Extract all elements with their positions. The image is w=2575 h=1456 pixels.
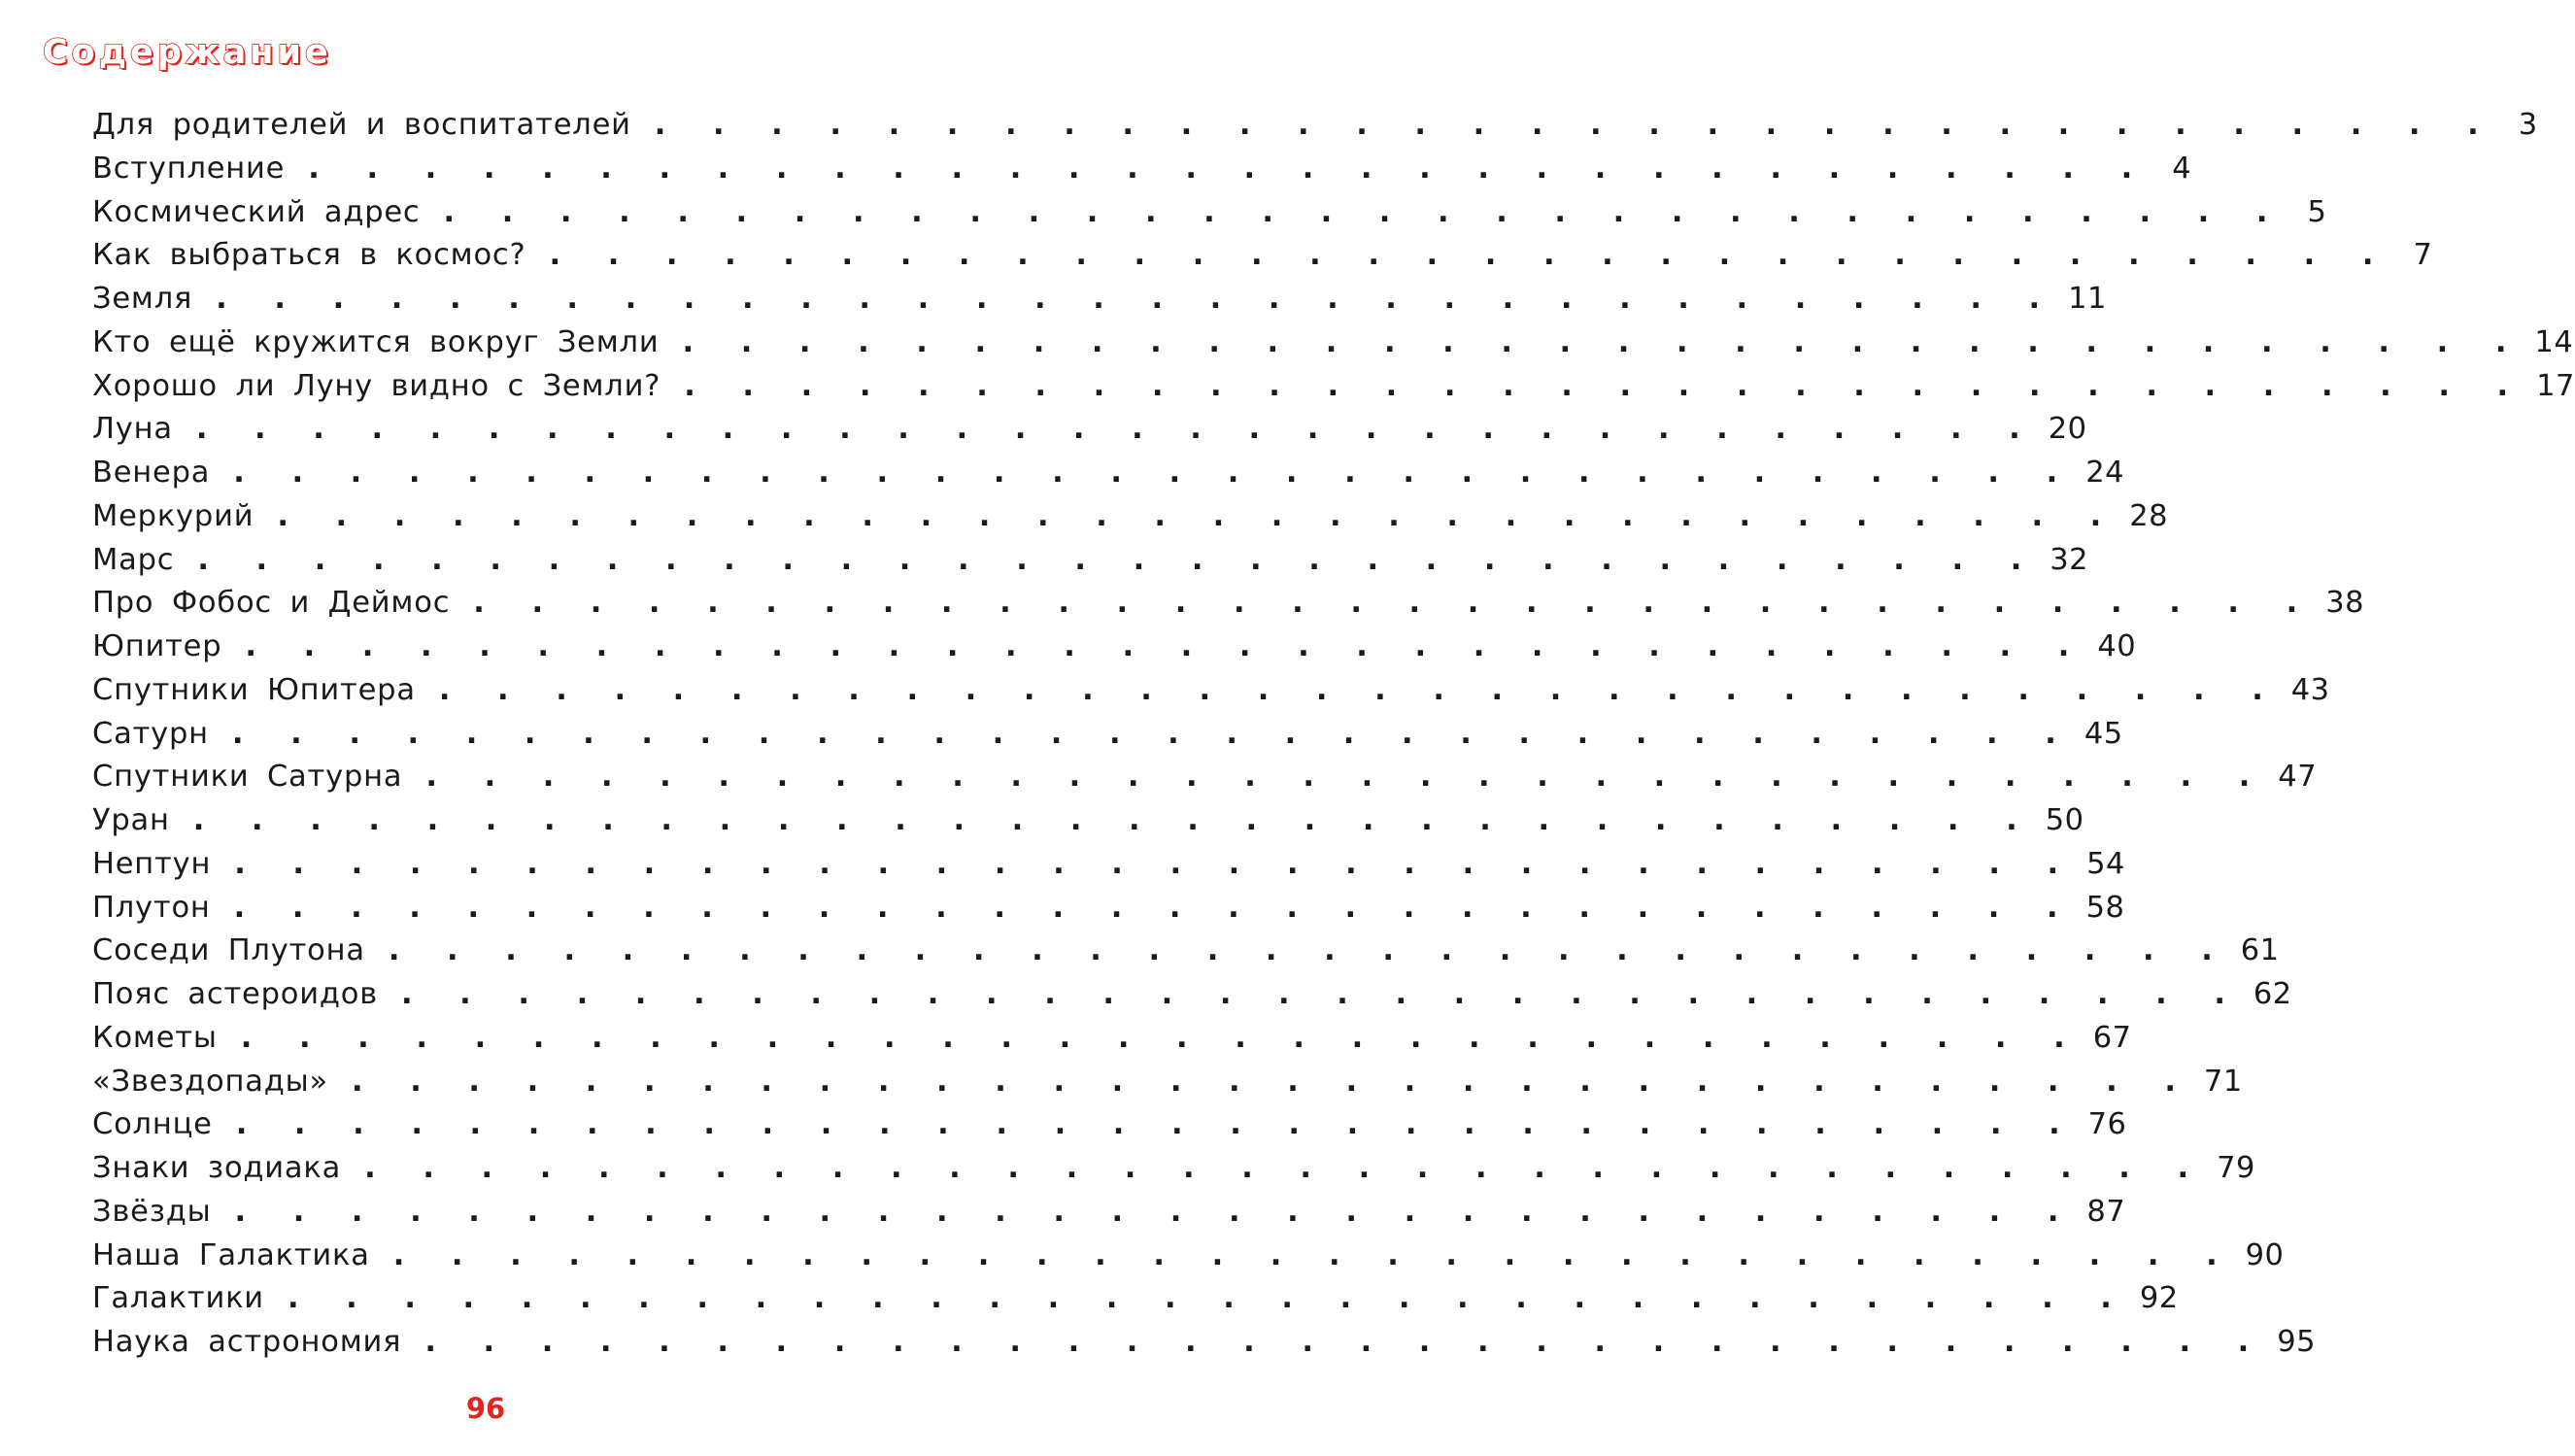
toc-entry-page: 47 [2278,760,2318,795]
toc-entry-page: 90 [2245,1237,2285,1272]
toc-entry-page: 87 [2086,1194,2126,1229]
dot-leader: . . . . . . . . . . . . . . . . . . . . . . . . . . . . . . . . [192,803,2036,837]
dot-leader: . . . . . . . . . . . . . . . . . . . . . . . . . . . . . . . . [473,586,2317,621]
toc-entry [92,973,2292,1017]
dot-leader: . . . . . . . . . . . . . . . . . . . . . . . . . . . . . . . . [400,977,2244,1011]
toc-entry [92,148,2192,191]
page-number: 96 [465,1392,506,1425]
dot-leader: . . . . . . . . . . . . . . . . . . . . . . . . . . . . . . . . [684,368,2527,403]
toc-entry [92,495,2169,539]
toc-entry [92,1277,2179,1321]
dot-leader: . . . . . . . . . . . . . . . . . . . . . . . . . . . . . . . . [425,760,2269,795]
toc-entry-title: Как выбраться в космос? [92,238,526,273]
toc-entry-page: 5 [2307,194,2327,229]
toc-entry-title: Спутники Юпитера [92,672,416,707]
dot-leader: . . . . . . . . . . . . . . . . . . . . . . . . . . . . . . . . [240,1020,2084,1055]
toc-entry [92,1191,2126,1235]
toc-entry [92,365,2575,409]
toc-entry-title: Плутон [92,890,211,925]
toc-entry-page: 14 [2534,324,2574,359]
dot-leader: . . . . . . . . . . . . . . . . . . . . . . . . . . . . . . . . [245,629,2088,663]
dot-leader: . . . . . . . . . . . . . . . . . . . . . . . . . . . . . . . . [388,933,2231,968]
toc-entry [92,1147,2255,1191]
dot-leader: . . . . . . . . . . . . . . . . . . . . . . . . . . . . . . . . [216,282,2059,316]
dot-leader: . . . . . . . . . . . . . . . . . . . . . . . . . . . . . . . . [392,1237,2236,1272]
toc-entry-title: Соседи Плутона [92,933,365,968]
toc-entry [92,104,2538,148]
toc-entry-page: 61 [2240,933,2280,968]
toc-entry-page: 50 [2045,803,2084,837]
toc-entry-title: Нептун [92,846,212,881]
toc-entry-page: 32 [2050,542,2089,577]
toc-entry-title: Про Фобос и Деймос [92,586,451,621]
toc-entry-page: 4 [2172,151,2192,186]
toc-entry [92,539,2089,583]
toc-entry-page: 24 [2085,456,2124,490]
dot-leader: . . . . . . . . . . . . . . . . . . . . . . . . . . . . . . . . [424,1325,2268,1359]
toc-entry-page: 95 [2277,1325,2317,1359]
toc-entry-title: Наша Галактика [92,1237,370,1272]
toc-entry-title: Хорошо ли Луну видно с Земли? [92,368,661,403]
toc-entry [92,669,2330,713]
toc-entry-page: 7 [2413,238,2433,273]
toc-entry-page: 92 [2139,1281,2179,1316]
toc-entry [92,626,2137,669]
dot-leader: . . . . . . . . . . . . . . . . . . . . . . . . . . . . . . . . [364,1151,2208,1185]
toc-entry-title: Луна [92,412,173,447]
toc-entry-page: 45 [2084,716,2123,751]
toc-entry [92,582,2365,626]
dot-leader: . . . . . . . . . . . . . . . . . . . . . . . . . . . . . . . . [287,1281,2130,1316]
page-title: Содержание [43,33,332,72]
toc-entry-page: 3 [2518,108,2538,142]
toc-entry [92,1017,2132,1061]
toc-entry-title: Уран [92,803,170,837]
dot-leader: . . . . . . . . . . . . . . . . . . . . . . . . . . . . . . . . [443,194,2287,229]
toc-entry-title: Кометы [92,1020,218,1055]
toc-entry-page: 17 [2536,368,2575,403]
toc-entry-page: 76 [2087,1107,2127,1142]
dot-leader: . . . . . . . . . . . . . . . . . . . . . . . . . . . . . . . . [197,542,2041,577]
toc-entry [92,843,2125,887]
toc-entry-title: Меркурий [92,498,254,533]
toc-entry-page: 67 [2092,1020,2132,1055]
toc-entry-page: 20 [2048,412,2087,447]
toc-entry [92,713,2123,757]
toc-entry-page: 58 [2085,890,2125,925]
toc-entry [92,191,2327,235]
toc-entry [92,799,2084,843]
toc-entry-title: Вступление [92,151,286,186]
dot-leader: . . . . . . . . . . . . . . . . . . . . . . . . . . . . . . . . [654,108,2497,142]
dot-leader: . . . . . . . . . . . . . . . . . . . . . . . . . . . . . . . . [277,498,2120,533]
toc-entry-title: Юпитер [92,629,222,663]
toc-entry-title: Марс [92,542,175,577]
toc-entry-title: Звёзды [92,1194,212,1229]
toc-entry-page: 71 [2203,1064,2243,1099]
toc-entry [92,1235,2285,1278]
toc-entry-title: Пояс астероидов [92,977,378,1011]
toc-entry [92,887,2125,931]
toc-entry-page: 62 [2253,977,2292,1011]
toc-entry-title: «Звездопады» [92,1064,328,1099]
toc-entry-page: 11 [2068,282,2107,316]
toc-entry [92,756,2318,799]
toc-entry-title: Спутники Сатурна [92,760,403,795]
toc-entry-title: Для родителей и воспитателей [92,108,631,142]
dot-leader: . . . . . . . . . . . . . . . . . . . . . . . . . . . . . . . . [231,716,2075,751]
dot-leader: . . . . . . . . . . . . . . . . . . . . . . . . . . . . . . . . [308,151,2151,186]
toc-entry-title: Земля [92,282,193,316]
dot-leader: . . . . . . . . . . . . . . . . . . . . . . . . . . . . . . . . [234,1194,2078,1229]
toc-entry [92,278,2107,322]
dot-leader: . . . . . . . . . . . . . . . . . . . . . . . . . . . . . . . . [234,846,2078,881]
toc-entry [92,1061,2243,1104]
toc-entry [92,452,2124,495]
dot-leader: . . . . . . . . . . . . . . . . . . . . . . . . . . . . . . . . [235,1107,2079,1142]
toc-entry-page: 38 [2325,586,2365,621]
toc-entry-title: Галактики [92,1281,264,1316]
dot-leader: . . . . . . . . . . . . . . . . . . . . . . . . . . . . . . . . [233,456,2077,490]
toc-entry-title: Знаки зодиака [92,1151,342,1185]
toc-entry-title: Наука астрономия [92,1325,402,1359]
dot-leader: . . . . . . . . . . . . . . . . . . . . . . . . . . . . . . . . [195,412,2039,447]
toc-entry-title: Солнце [92,1107,213,1142]
toc-entry [92,322,2574,365]
dot-leader: . . . . . . . . . . . . . . . . . . . . . . . . . . . . . . . . [351,1064,2194,1099]
toc-entry [92,234,2433,278]
dot-leader: . . . . . . . . . . . . . . . . . . . . . . . . . . . . . . . . [549,238,2392,273]
toc-entry [92,930,2280,973]
toc-entry-page: 54 [2086,846,2125,881]
toc-entry [92,1103,2127,1147]
dot-leader: . . . . . . . . . . . . . . . . . . . . . . . . . . . . . . . . [233,890,2077,925]
toc-entry-page: 28 [2129,498,2169,533]
toc-entry-title: Венера [92,456,211,490]
toc-entry-page: 79 [2217,1151,2255,1185]
dot-leader: . . . . . . . . . . . . . . . . . . . . . . . . . . . . . . . . [438,672,2282,707]
table-of-contents [92,104,2575,1365]
toc-entry-page: 40 [2097,629,2137,663]
toc-entry-title: Сатурн [92,716,209,751]
toc-entry-page: 43 [2290,672,2330,707]
toc-entry [92,408,2087,452]
toc-entry-title: Космический адрес [92,194,421,229]
toc-entry-title: Кто ещё кружится вокруг Земли [92,324,660,359]
dot-leader: . . . . . . . . . . . . . . . . . . . . . . . . . . . . . . . . [682,324,2525,359]
toc-entry [92,1321,2317,1365]
